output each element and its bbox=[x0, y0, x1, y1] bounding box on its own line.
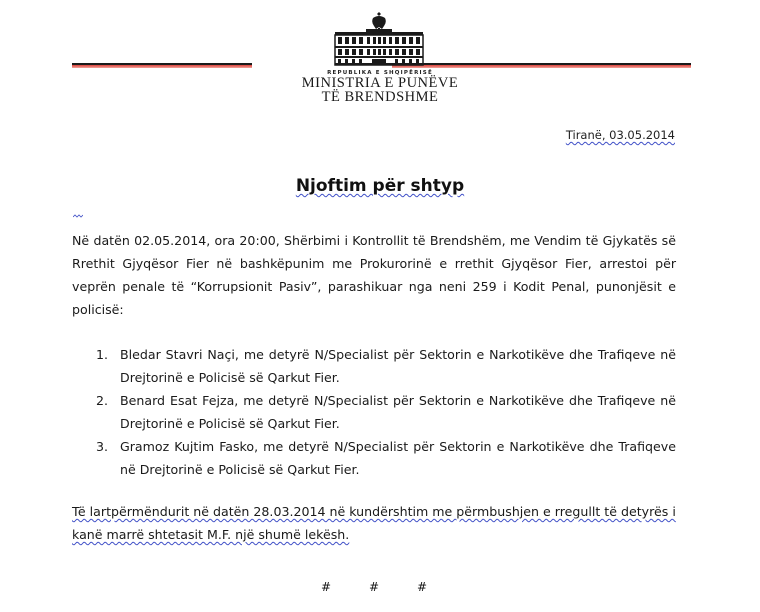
ministry-name-line-2: TË BRENDSHME bbox=[321, 89, 439, 105]
end-mark-2: # bbox=[369, 580, 380, 594]
closing-paragraph bbox=[72, 500, 676, 546]
list-item bbox=[72, 389, 676, 435]
list-item-text: Benard Esat Fejza, me detyrë N/Specialist për Sektorin e Narkotikëve dhe Trafiqeve në Drejtorinë e Policisë së Qarkut Fier. bbox=[120, 393, 676, 431]
list-item bbox=[72, 435, 676, 481]
spellcheck-mark-icon bbox=[73, 214, 83, 218]
letterhead bbox=[0, 0, 760, 110]
end-mark-3: # bbox=[417, 580, 428, 594]
ministry-name bbox=[250, 76, 510, 104]
closing-paragraph-text: Të lartpërmëndurit në datën 28.03.2014 në kundërshtim me përmbushjen e rregullt të detyrës i kanë marrë shtetasit M.F. një shumë lekësh. bbox=[72, 504, 676, 542]
list-item-text: Bledar Stavri Naçi, me detyrë N/Specialist për Sektorin e Narkotikëve dhe Trafiqeve në Drejtorinë e Policisë së Qarkut Fier. bbox=[120, 347, 676, 385]
document-date-text: Tiranë, 03.05.2014 bbox=[565, 128, 675, 142]
ministry-name-line-1: MINISTRIA E PUNËVE bbox=[301, 75, 459, 91]
list-item-number: 3. bbox=[96, 439, 109, 454]
list-item-number: 1. bbox=[96, 347, 109, 362]
header-rule-right bbox=[392, 63, 691, 68]
list-item-text: Gramoz Kujtim Fasko, me detyrë N/Specialist për Sektorin e Narkotikëve dhe Trafiqeve në Drejtorinë e Policisë së Qarkut Fier. bbox=[120, 439, 676, 477]
end-mark-1: # bbox=[321, 580, 332, 594]
list-item bbox=[72, 343, 676, 389]
header-rule-left bbox=[72, 63, 252, 68]
government-building-with-eagle-icon bbox=[334, 10, 424, 66]
document-title bbox=[72, 176, 688, 196]
document-date bbox=[520, 128, 675, 142]
document-title-text: Njoftim për shtyp bbox=[295, 176, 465, 196]
arrested-officers-list bbox=[72, 343, 676, 481]
intro-paragraph: Në datën 02.05.2014, ora 20:00, Shërbimi i Kontrollit të Brendshëm, me Vendim të Gjykatës së Rrethit Gjyqësor Fier në bashkëpunim me Prokurorinë e rrethit Gjyqësor Fier, arrestoi për veprën penale të “Korrupsionit Pasiv”, parashikuar nga neni 259 i Kodit Penal, punonjësit e policisë: bbox=[72, 233, 676, 317]
list-item-number: 2. bbox=[96, 393, 109, 408]
republic-label: REPUBLIKA E SHQIPËRISË bbox=[327, 70, 433, 76]
